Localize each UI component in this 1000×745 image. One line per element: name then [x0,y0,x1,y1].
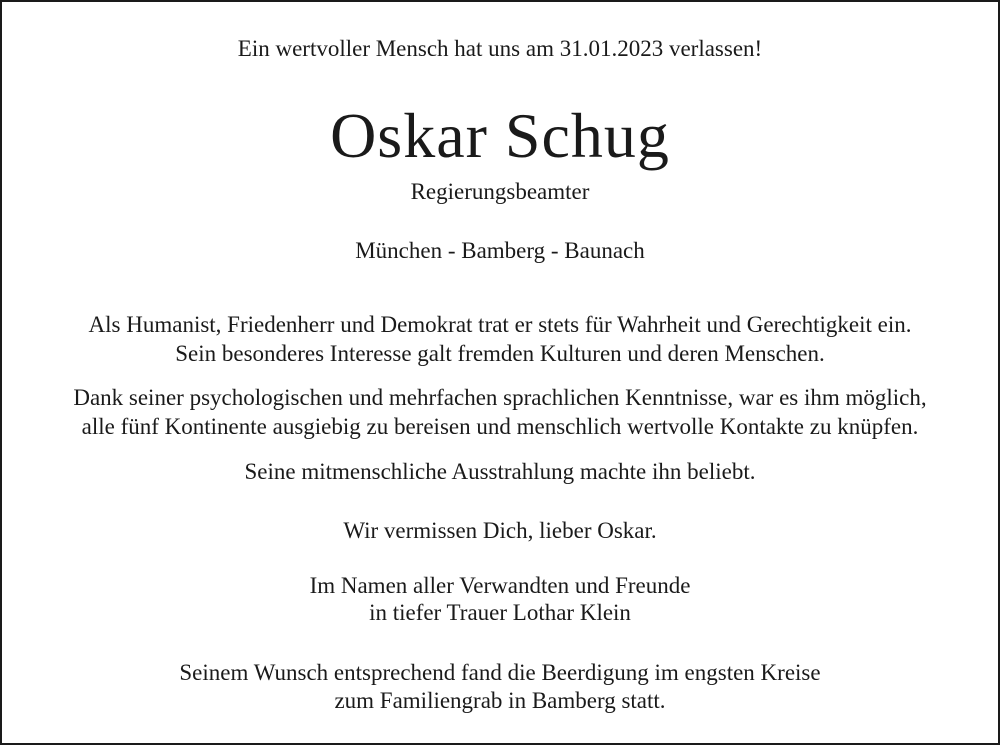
headline: Ein wertvoller Mensch hat uns am 31.01.2023 verlassen! [237,36,763,61]
tribute-line: Seine mitmenschliche Ausstrahlung machte ihn beliebt. [244,459,756,484]
signature-line: Im Namen aller Verwandten und Freunde [309,573,691,598]
tribute-line: Als Humanist, Friedenherr und Demokrat trat er stets für Wahrheit und Gerechtigkeit ein. [88,312,912,337]
burial-note-line: zum Familiengrab in Bamberg statt. [334,688,666,713]
deceased-name: Oskar Schug [330,100,670,171]
farewell-line: Wir vermissen Dich, lieber Oskar. [343,518,657,543]
profession: Regierungsbeamter [410,179,590,204]
tribute-line: alle fünf Kontinente ausgiebig zu bereisen und menschlich wertvolle Kontakte zu knüpfen. [81,414,919,439]
places-of-life: München - Bamberg - Baunach [355,238,645,263]
tribute-line: Dank seiner psychologischen und mehrfachen sprachlichen Kenntnisse, war es ihm möglich, [73,385,927,410]
tribute-line: Sein besonderes Interesse galt fremden Kulturen und deren Menschen. [175,341,825,366]
burial-note-line: Seinem Wunsch entsprechend fand die Beerdigung im engsten Kreise [179,660,821,685]
signature-line: in tiefer Trauer Lothar Klein [369,600,631,625]
